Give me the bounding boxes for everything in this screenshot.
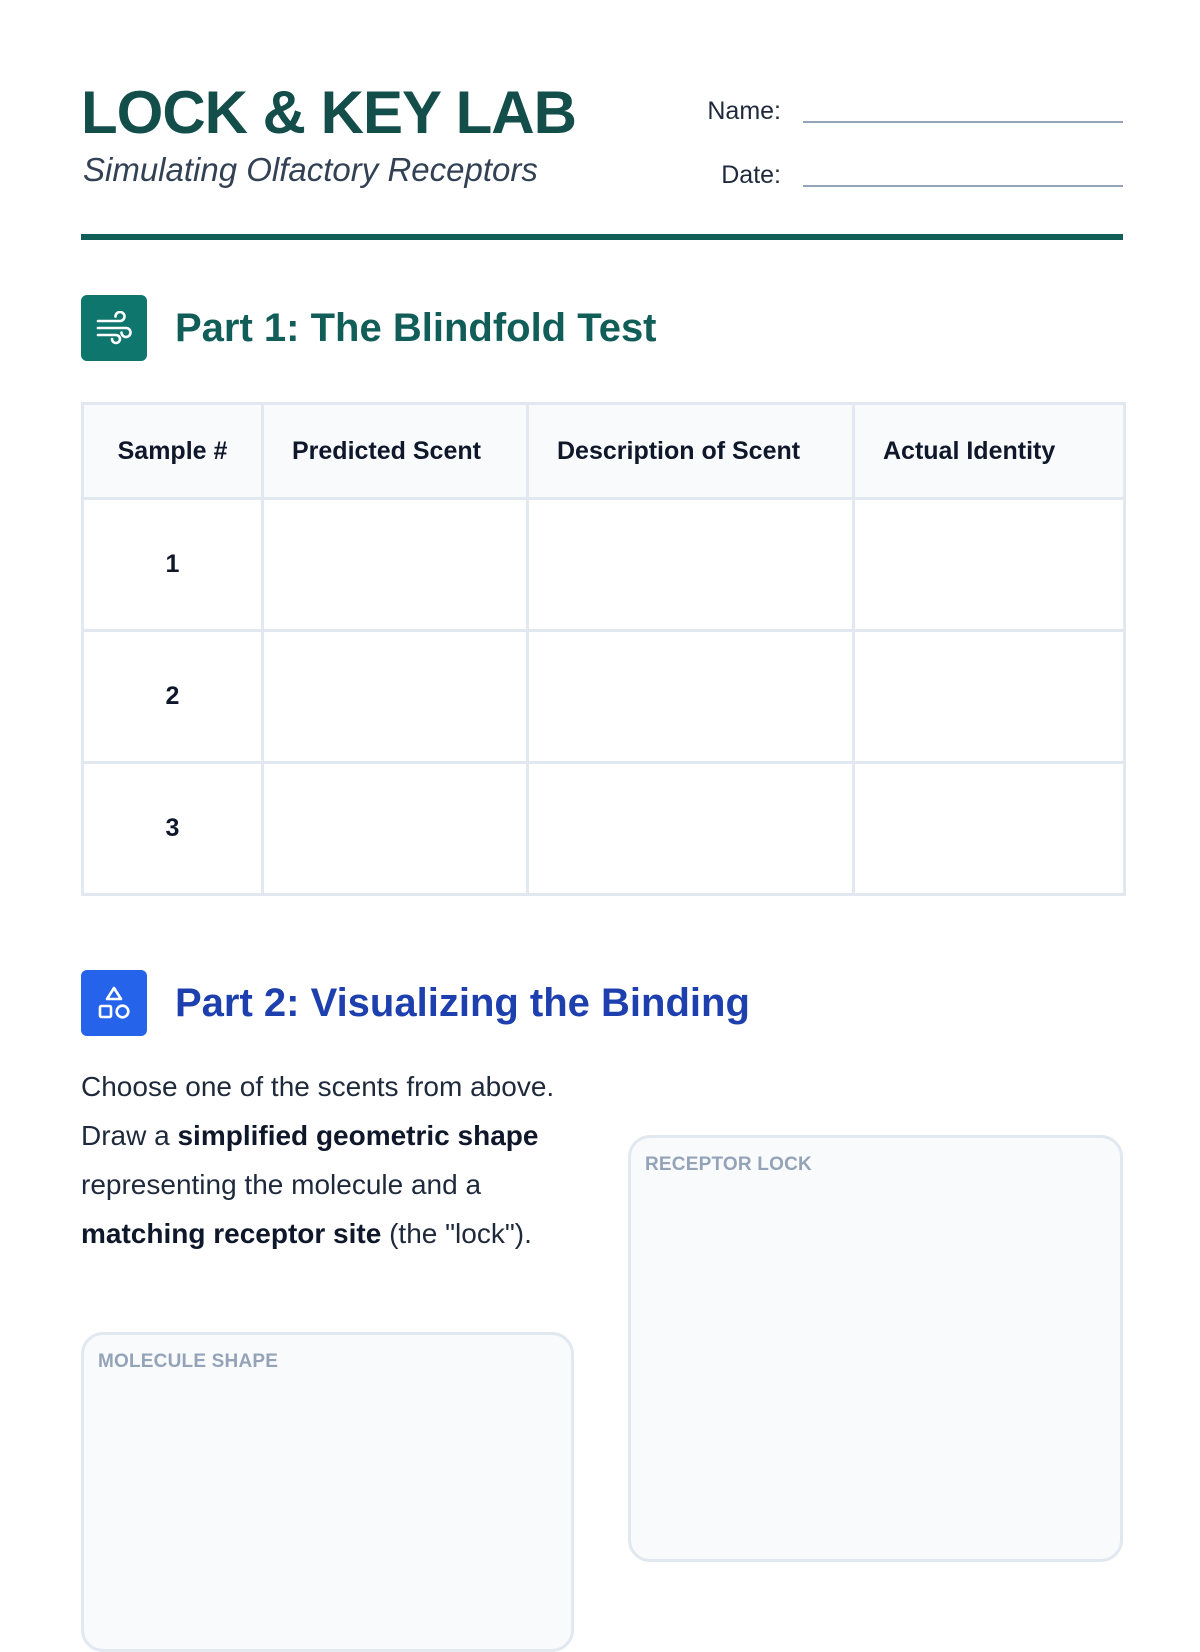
instruction-text: representing the molecule and a <box>81 1169 482 1200</box>
actual-identity-cell[interactable] <box>854 763 1125 895</box>
instruction-emphasis: simplified geometric shape <box>177 1120 539 1151</box>
date-label: Date: <box>721 161 781 189</box>
page-title: LOCK & KEY LAB <box>81 79 576 146</box>
instruction-text: (the "lock"). <box>381 1218 532 1249</box>
part2-title: Part 2: Visualizing the Binding <box>175 981 750 1025</box>
instruction-emphasis: matching receptor site <box>81 1218 382 1249</box>
actual-identity-cell[interactable] <box>854 631 1125 763</box>
header-divider <box>81 234 1123 240</box>
predicted-scent-cell[interactable] <box>263 763 528 895</box>
name-label: Name: <box>707 97 781 125</box>
column-header-predicted: Predicted Scent <box>263 404 528 499</box>
molecule-shape-label: MOLECULE SHAPE <box>98 1351 279 1372</box>
description-cell[interactable] <box>528 631 854 763</box>
page-subtitle: Simulating Olfactory Receptors <box>83 151 538 188</box>
column-header-description: Description of Scent <box>528 404 854 499</box>
instruction-text: Choose one of the scents from above. Draw a <box>81 1071 555 1151</box>
receptor-lock-drawing-area[interactable] <box>628 1135 1123 1562</box>
table-row <box>83 499 1125 631</box>
description-cell[interactable] <box>528 763 854 895</box>
receptor-lock-label: RECEPTOR LOCK <box>645 1154 812 1175</box>
table-row <box>83 631 1125 763</box>
column-header-actual: Actual Identity <box>854 404 1125 499</box>
wind-icon <box>81 295 147 361</box>
predicted-scent-cell[interactable] <box>263 631 528 763</box>
name-input-line[interactable] <box>803 121 1123 123</box>
date-input-line[interactable] <box>803 185 1123 187</box>
part2-instructions <box>81 1062 581 1258</box>
sample-number: 2 <box>83 631 263 763</box>
column-header-sample: Sample # <box>83 404 263 499</box>
molecule-shape-drawing-area[interactable] <box>81 1332 574 1652</box>
part2-heading <box>81 970 1123 1036</box>
part1-title: Part 1: The Blindfold Test <box>175 306 657 350</box>
sample-number: 1 <box>83 499 263 631</box>
scent-table <box>81 402 1123 896</box>
table-row <box>83 763 1125 895</box>
date-field[interactable] <box>673 160 1123 200</box>
shapes-icon <box>81 970 147 1036</box>
sample-number: 3 <box>83 763 263 895</box>
part1-heading <box>81 295 1123 361</box>
description-cell[interactable] <box>528 499 854 631</box>
actual-identity-cell[interactable] <box>854 499 1125 631</box>
name-field[interactable] <box>673 96 1123 136</box>
table-header-row <box>83 404 1125 499</box>
worksheet-header <box>81 79 1123 242</box>
predicted-scent-cell[interactable] <box>263 499 528 631</box>
